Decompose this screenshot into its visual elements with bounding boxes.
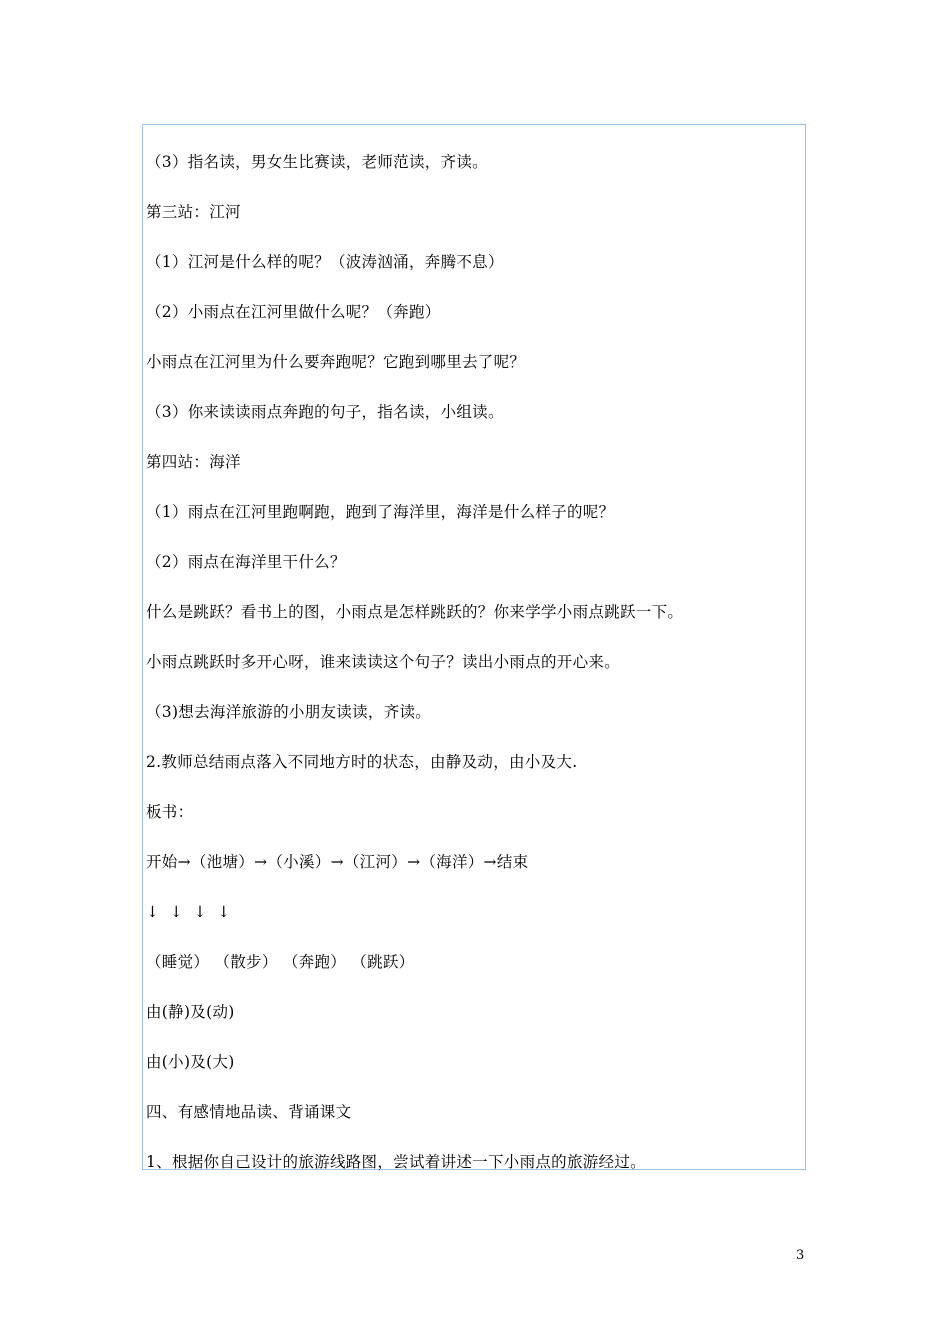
document-body bbox=[146, 149, 796, 1199]
board-states: （睡觉） （散步） （奔跑） （跳跃） bbox=[146, 953, 415, 971]
board-heading: 板书： bbox=[146, 803, 194, 821]
text-line: （1）江河是什么样的呢？（波涛汹涌，奔腾不息） bbox=[146, 253, 504, 271]
board-route: 开始→（池塘）→（小溪）→（江河）→（海洋）→结束 bbox=[146, 853, 529, 871]
text-line: （2）雨点在海洋里干什么？ bbox=[146, 553, 346, 571]
text-line: 什么是跳跃？看书上的图，小雨点是怎样跳跃的？你来学学小雨点跳跃一下。 bbox=[146, 603, 684, 621]
text-line: （3）你来读读雨点奔跑的句子，指名读，小组读。 bbox=[146, 403, 504, 421]
text-line: （1）雨点在江河里跑啊跑，跑到了海洋里，海洋是什么样子的呢？ bbox=[146, 503, 615, 521]
text-line: （3)想去海洋旅游的小朋友读读，齐读。 bbox=[146, 703, 432, 721]
section-heading: 第四站：海洋 bbox=[146, 453, 241, 471]
section-heading: 第三站：江河 bbox=[146, 203, 241, 221]
text-line: （3）指名读，男女生比赛读，老师范读，齐读。 bbox=[146, 153, 488, 171]
text-line: 2.教师总结雨点落入不同地方时的状态，由静及动，由小及大. bbox=[146, 753, 578, 771]
board-summary-1: 由(静)及(动) bbox=[146, 1003, 235, 1021]
text-line: 1、根据你自己设计的旅游线路图，尝试着讲述一下小雨点的旅游经过。 bbox=[146, 1153, 646, 1171]
board-arrows: ↓ ↓ ↓ ↓ bbox=[146, 903, 231, 921]
text-line: 小雨点跳跃时多开心呀，谁来读读这个句子？读出小雨点的开心来。 bbox=[146, 653, 621, 671]
text-line: 小雨点在江河里为什么要奔跑呢？它跑到哪里去了呢？ bbox=[146, 353, 526, 371]
board-summary-2: 由(小)及(大) bbox=[146, 1053, 235, 1071]
section-heading: 四、有感情地品读、背诵课文 bbox=[146, 1103, 352, 1121]
page-number: 3 bbox=[796, 1248, 805, 1263]
text-line: （2）小雨点在江河里做什么呢？（奔跑） bbox=[146, 303, 441, 321]
